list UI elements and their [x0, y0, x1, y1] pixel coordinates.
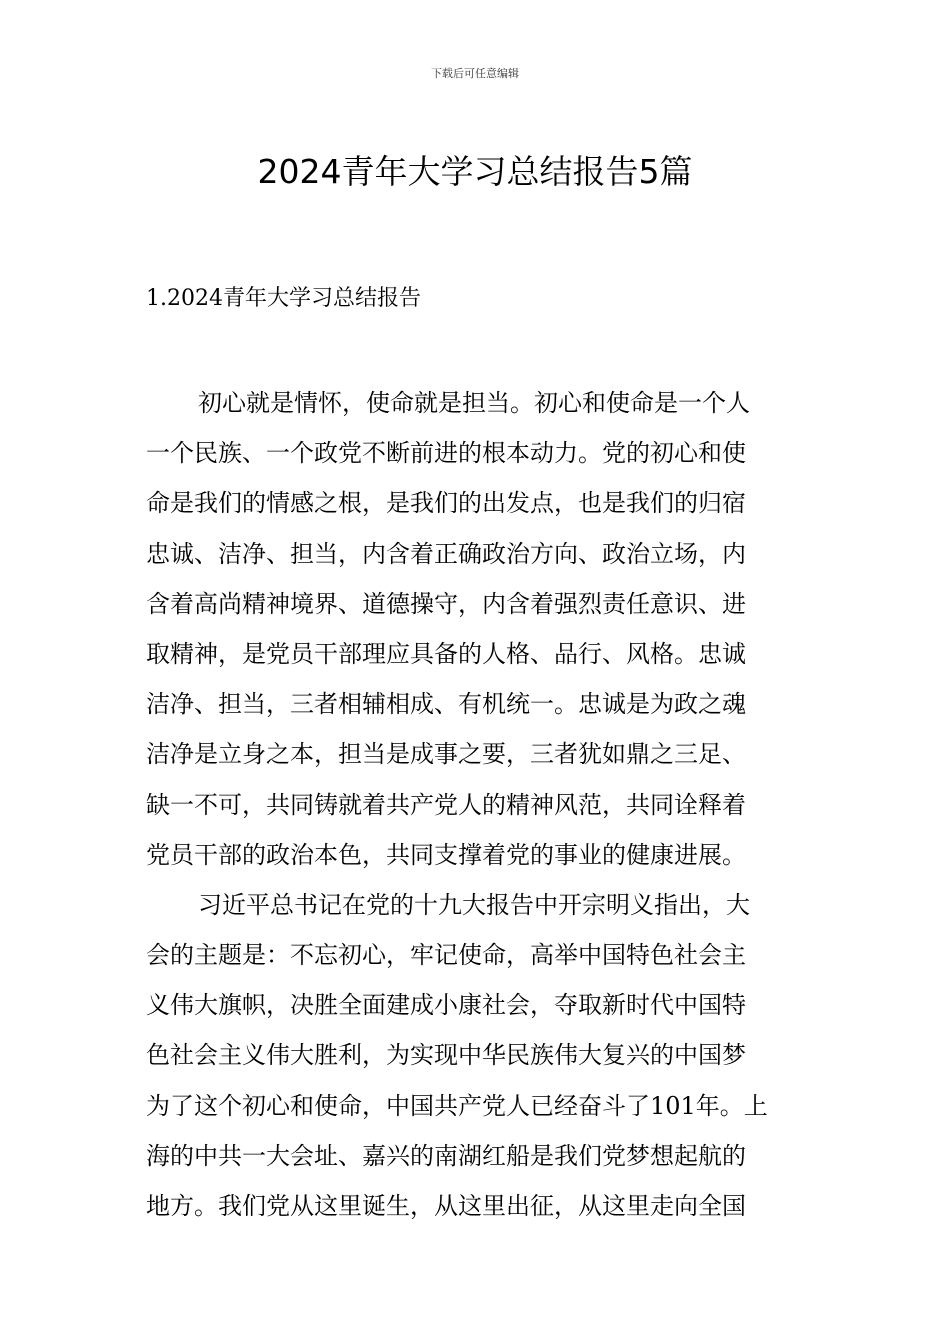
paragraph-line: 含着高尚精神境界、道德操守，内含着强烈责任意识、进 [146, 589, 746, 618]
paragraph-line: 洁净是立身之本，担当是成事之要，三者犹如鼎之三足、 [146, 740, 746, 769]
paragraph-line: 党员干部的政治本色，共同支撑着党的事业的健康进展。 [146, 840, 746, 869]
paragraph-line: 缺一不可，共同铸就着共产党人的精神风范，共同诠释着 [146, 790, 746, 819]
paragraph-line: 一个民族、一个政党不断前进的根本动力。党的初心和使 [146, 439, 746, 468]
paragraph-line: 地方。我们党从这里诞生，从这里出征，从这里走向全国 [146, 1192, 746, 1220]
paragraph-line: 习近平总书记在党的十九大报告中开宗明义指出，大 [198, 890, 750, 919]
section-heading: 1.2024青年大学习总结报告 [146, 286, 421, 311]
paragraph-line: 会的主题是：不忘初心，牢记使命，高举中国特色社会主 [146, 941, 746, 970]
paragraph-line: 色社会主义伟大胜利，为实现中华民族伟大复兴的中国梦 [146, 1041, 746, 1070]
paragraph-line: 取精神，是党员干部理应具备的人格、品行、风格。忠诚 [146, 639, 746, 668]
body-text [146, 378, 826, 1231]
paragraph-line: 义伟大旗帜，决胜全面建成小康社会，夺取新时代中国特 [146, 991, 746, 1020]
document-title: 2024青年大学习总结报告5篇 [257, 152, 693, 192]
paragraph-line: 忠诚、洁净、担当，内含着正确政治方向、政治立场，内 [146, 539, 746, 568]
header-note: 下载后可任意编辑 [431, 67, 519, 80]
paragraph-line: 命是我们的情感之根，是我们的出发点，也是我们的归宿 [146, 489, 746, 518]
paragraph-line: 洁净、担当，三者相辅相成、有机统一。忠诚是为政之魂 [146, 690, 746, 719]
paragraph-line: 初心就是情怀，使命就是担当。初心和使命是一个人 [198, 389, 750, 417]
paragraph-line: 为了这个初心和使命，中国共产党人已经奋斗了101年。上 [146, 1091, 768, 1120]
paragraph-line: 海的中共一大会址、嘉兴的南湖红船是我们党梦想起航的 [146, 1141, 746, 1170]
